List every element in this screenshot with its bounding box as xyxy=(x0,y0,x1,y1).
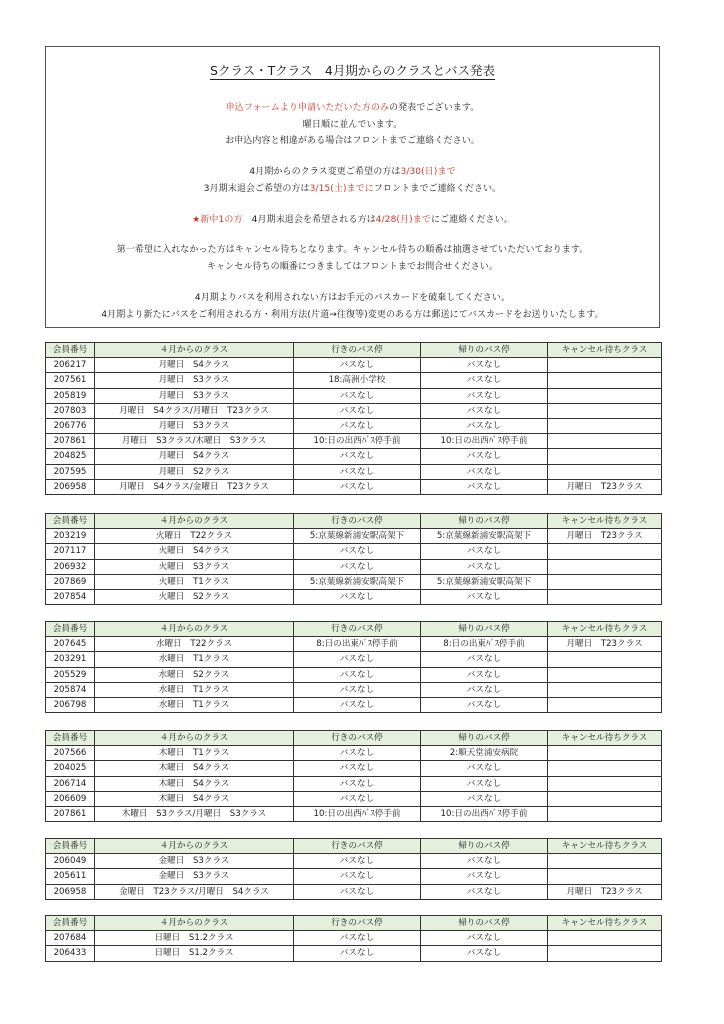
return-bus-stop-cell: バスなし xyxy=(421,931,548,946)
waitlist-class-header: キャンセル待ちクラス xyxy=(548,916,662,931)
return-bus-stop-cell: バスなし xyxy=(421,761,548,776)
member-number-cell: 205611 xyxy=(46,869,95,884)
member-number-cell: 204825 xyxy=(46,449,95,464)
table-row xyxy=(46,559,662,574)
return-bus-stop-cell: 2:順天堂浦安病院 xyxy=(421,746,548,761)
class-cell: 水曜日 T1クラス xyxy=(95,682,294,697)
outbound-bus-stop-cell: バスなし xyxy=(294,388,421,403)
return-bus-stop-cell: 5:京葉線新浦安駅高架下 xyxy=(421,529,548,544)
table-row xyxy=(46,403,662,418)
table-row xyxy=(46,682,662,697)
waitlist-class-cell: 月曜日 T23クラス xyxy=(548,884,662,899)
class-cell: 火曜日 S3クラス xyxy=(95,559,294,574)
class-cell: 月曜日 S3クラス xyxy=(95,388,294,403)
outbound-bus-stop-cell: 10:日の出西ﾊﾞｽ停手前 xyxy=(294,434,421,449)
waitlist-class-cell xyxy=(548,746,662,761)
return-bus-stop-cell: バスなし xyxy=(421,358,548,373)
member-number-cell: 206217 xyxy=(46,358,95,373)
class-cell: 月曜日 S3クラス xyxy=(95,373,294,388)
announcement-line xyxy=(46,307,659,320)
waitlist-class-cell xyxy=(548,434,662,449)
table-row xyxy=(46,931,662,946)
return-bus-stop-cell: バスなし xyxy=(421,884,548,899)
class-cell: 月曜日 S2クラス xyxy=(95,464,294,479)
table-row xyxy=(46,464,662,479)
waitlist-class-cell xyxy=(548,761,662,776)
class-cell: 月曜日 S4クラス/金曜日 T23クラス xyxy=(95,479,294,494)
outbound-bus-stop-cell: 18:高洲小学校 xyxy=(294,373,421,388)
notice-text: 曜日順に並んでいます。 xyxy=(302,120,403,130)
schedule-table xyxy=(45,915,662,962)
notice-text: お申込内容と相違がある場合はフロントまでご連絡ください。 xyxy=(225,136,480,146)
table-row xyxy=(46,358,662,373)
outbound-bus-stop-header: 行きのバス停 xyxy=(294,343,421,358)
return-bus-stop-cell: バスなし xyxy=(421,544,548,559)
return-bus-stop-cell: バスなし xyxy=(421,403,548,418)
notice-text: 3月期末退会ご希望の方は xyxy=(203,184,310,194)
outbound-bus-stop-cell: 5:京葉線新浦安駅高架下 xyxy=(294,529,421,544)
highlight-text: 3/30(日)まで xyxy=(400,167,456,177)
return-bus-stop-header: 帰りのバス停 xyxy=(421,343,548,358)
class-cell: 金曜日 S3クラス xyxy=(95,869,294,884)
outbound-bus-stop-cell: バスなし xyxy=(294,854,421,869)
page-title: Sクラス・Tクラス 4月期からのクラスとバス発表 xyxy=(210,63,495,78)
class-cell: 火曜日 S4クラス xyxy=(95,544,294,559)
class-cell: 水曜日 T22クラス xyxy=(95,637,294,652)
table-row xyxy=(46,806,662,821)
class-cell: 水曜日 T1クラス xyxy=(95,652,294,667)
table-row xyxy=(46,746,662,761)
table-row xyxy=(46,544,662,559)
schedule-table xyxy=(45,838,662,900)
member-number-cell: 203291 xyxy=(46,652,95,667)
class-cell: 水曜日 S2クラス xyxy=(95,667,294,682)
member-number-cell: 203219 xyxy=(46,529,95,544)
table-row xyxy=(46,449,662,464)
table-row xyxy=(46,388,662,403)
outbound-bus-stop-header: 行きのバス停 xyxy=(294,622,421,637)
return-bus-stop-cell: バスなし xyxy=(421,418,548,433)
table-row xyxy=(46,589,662,604)
class-cell: 月曜日 S4クラス xyxy=(95,449,294,464)
return-bus-stop-cell: バスなし xyxy=(421,667,548,682)
outbound-bus-stop-cell: バスなし xyxy=(294,746,421,761)
outbound-bus-stop-header: 行きのバス停 xyxy=(294,514,421,529)
outbound-bus-stop-cell: バスなし xyxy=(294,418,421,433)
member-number-cell: 206958 xyxy=(46,884,95,899)
outbound-bus-stop-cell: バスなし xyxy=(294,682,421,697)
outbound-bus-stop-cell: バスなし xyxy=(294,667,421,682)
waitlist-class-cell xyxy=(548,373,662,388)
member-number-cell: 207595 xyxy=(46,464,95,479)
waitlist-class-cell xyxy=(548,806,662,821)
class-cell: 日曜日 S1.2クラス xyxy=(95,931,294,946)
outbound-bus-stop-cell: バスなし xyxy=(294,931,421,946)
member-number-header: 会員番号 xyxy=(46,839,95,854)
notice-text: 4月期末退会を希望される方は xyxy=(242,215,376,225)
notice-text: 4月期よりバスを利用されない方はお手元のバスカードを破棄してください。 xyxy=(194,293,511,303)
waitlist-class-header: キャンセル待ちクラス xyxy=(548,343,662,358)
member-number-cell: 207117 xyxy=(46,544,95,559)
member-number-cell: 206776 xyxy=(46,418,95,433)
announcement-line xyxy=(46,100,659,113)
announcement-line xyxy=(46,242,659,255)
table-row xyxy=(46,434,662,449)
table-row xyxy=(46,574,662,589)
return-bus-stop-cell: バスなし xyxy=(421,479,548,494)
outbound-bus-stop-cell: バスなし xyxy=(294,946,421,961)
return-bus-stop-header: 帰りのバス停 xyxy=(421,731,548,746)
table-row xyxy=(46,667,662,682)
class-header: ４月からのクラス xyxy=(95,839,294,854)
announcement-line xyxy=(46,290,659,303)
notice-text: の発表でございます。 xyxy=(389,103,480,113)
return-bus-stop-header: 帰りのバス停 xyxy=(421,916,548,931)
return-bus-stop-cell: バスなし xyxy=(421,776,548,791)
member-number-header: 会員番号 xyxy=(46,514,95,529)
outbound-bus-stop-cell: 8:日の出東ﾊﾞｽ停手前 xyxy=(294,637,421,652)
class-cell: 木曜日 S4クラス xyxy=(95,791,294,806)
outbound-bus-stop-cell: バスなし xyxy=(294,776,421,791)
class-header: ４月からのクラス xyxy=(95,343,294,358)
member-number-header: 会員番号 xyxy=(46,622,95,637)
return-bus-stop-cell: バスなし xyxy=(421,946,548,961)
table-row xyxy=(46,946,662,961)
waitlist-class-header: キャンセル待ちクラス xyxy=(548,839,662,854)
table-row xyxy=(46,418,662,433)
outbound-bus-stop-cell: バスなし xyxy=(294,403,421,418)
table-row xyxy=(46,761,662,776)
return-bus-stop-cell: 10:日の出西ﾊﾞｽ停手前 xyxy=(421,434,548,449)
class-cell: 木曜日 S4クラス xyxy=(95,761,294,776)
member-number-cell: 205819 xyxy=(46,388,95,403)
member-number-header: 会員番号 xyxy=(46,343,95,358)
class-cell: 木曜日 S3クラス/月曜日 S3クラス xyxy=(95,806,294,821)
outbound-bus-stop-cell: バスなし xyxy=(294,761,421,776)
member-number-cell: 206609 xyxy=(46,791,95,806)
member-number-cell: 207645 xyxy=(46,637,95,652)
return-bus-stop-cell: バスなし xyxy=(421,373,548,388)
waitlist-class-cell xyxy=(548,358,662,373)
class-cell: 火曜日 T1クラス xyxy=(95,574,294,589)
member-number-cell: 207854 xyxy=(46,589,95,604)
notice-text: フロントまでご連絡ください。 xyxy=(373,184,502,194)
schedule-table xyxy=(45,621,662,713)
outbound-bus-stop-cell: バスなし xyxy=(294,652,421,667)
member-number-cell: 207869 xyxy=(46,574,95,589)
member-number-cell: 204025 xyxy=(46,761,95,776)
member-number-cell: 207561 xyxy=(46,373,95,388)
announcement-line xyxy=(46,259,659,272)
table-header-row xyxy=(46,622,662,637)
class-header: ４月からのクラス xyxy=(95,731,294,746)
table-row xyxy=(46,637,662,652)
member-number-cell: 206958 xyxy=(46,479,95,494)
return-bus-stop-cell: バスなし xyxy=(421,388,548,403)
outbound-bus-stop-header: 行きのバス停 xyxy=(294,731,421,746)
waitlist-class-cell xyxy=(548,574,662,589)
waitlist-class-header: キャンセル待ちクラス xyxy=(548,622,662,637)
table-row xyxy=(46,854,662,869)
member-number-cell: 206798 xyxy=(46,697,95,712)
return-bus-stop-cell: 8:日の出東ﾊﾞｽ停手前 xyxy=(421,637,548,652)
member-number-header: 会員番号 xyxy=(46,916,95,931)
return-bus-stop-cell: バスなし xyxy=(421,559,548,574)
outbound-bus-stop-cell: 10:日の出西ﾊﾞｽ停手前 xyxy=(294,806,421,821)
return-bus-stop-cell: バスなし xyxy=(421,682,548,697)
waitlist-class-cell xyxy=(548,791,662,806)
announcement-line xyxy=(46,181,659,194)
return-bus-stop-cell: バスなし xyxy=(421,854,548,869)
class-cell: 月曜日 S4クラス/月曜日 T23クラス xyxy=(95,403,294,418)
return-bus-stop-cell: バスなし xyxy=(421,464,548,479)
outbound-bus-stop-cell: バスなし xyxy=(294,544,421,559)
class-cell: 金曜日 S3クラス xyxy=(95,854,294,869)
highlight-text: ★新中1の方 xyxy=(192,215,243,225)
notice-text: キャンセル待ちの順番につきましてはフロントまでお問合せください。 xyxy=(206,262,499,272)
announcement-line xyxy=(46,117,659,130)
schedule-table xyxy=(45,342,662,495)
waitlist-class-header: キャンセル待ちクラス xyxy=(548,514,662,529)
table-row xyxy=(46,697,662,712)
waitlist-class-cell xyxy=(548,776,662,791)
member-number-cell: 207684 xyxy=(46,931,95,946)
member-number-cell: 205874 xyxy=(46,682,95,697)
table-row xyxy=(46,529,662,544)
class-cell: 木曜日 T1クラス xyxy=(95,746,294,761)
outbound-bus-stop-cell: バスなし xyxy=(294,589,421,604)
class-header: ４月からのクラス xyxy=(95,622,294,637)
notice-text: 第一希望に入れなかった方はキャンセル待ちとなります。キャンセル待ちの順番は抽選させていただいております。 xyxy=(116,245,589,255)
table-header-row xyxy=(46,839,662,854)
waitlist-class-cell xyxy=(548,449,662,464)
outbound-bus-stop-cell: バスなし xyxy=(294,791,421,806)
return-bus-stop-cell: バスなし xyxy=(421,791,548,806)
highlight-text: 申込フォームより申請いただいた方のみ xyxy=(225,103,390,113)
member-number-cell: 207861 xyxy=(46,434,95,449)
member-number-cell: 207861 xyxy=(46,806,95,821)
highlight-text: 4/28(月)まで xyxy=(375,215,431,225)
waitlist-class-cell xyxy=(548,589,662,604)
member-number-cell: 207803 xyxy=(46,403,95,418)
waitlist-class-cell: 月曜日 T23クラス xyxy=(548,529,662,544)
return-bus-stop-header: 帰りのバス停 xyxy=(421,622,548,637)
class-header: ４月からのクラス xyxy=(95,916,294,931)
waitlist-class-cell xyxy=(548,388,662,403)
member-number-cell: 206932 xyxy=(46,559,95,574)
outbound-bus-stop-cell: バスなし xyxy=(294,358,421,373)
member-number-cell: 206714 xyxy=(46,776,95,791)
table-header-row xyxy=(46,731,662,746)
waitlist-class-cell xyxy=(548,667,662,682)
return-bus-stop-cell: バスなし xyxy=(421,697,548,712)
class-cell: 火曜日 T22クラス xyxy=(95,529,294,544)
class-cell: 月曜日 S3クラス/木曜日 S3クラス xyxy=(95,434,294,449)
class-cell: 木曜日 S4クラス xyxy=(95,776,294,791)
return-bus-stop-cell: 10:日の出西ﾊﾞｽ停手前 xyxy=(421,806,548,821)
return-bus-stop-header: 帰りのバス停 xyxy=(421,839,548,854)
waitlist-class-cell xyxy=(548,931,662,946)
outbound-bus-stop-cell: バスなし xyxy=(294,559,421,574)
waitlist-class-cell xyxy=(548,403,662,418)
table-row xyxy=(46,791,662,806)
table-row xyxy=(46,479,662,494)
announcement-line xyxy=(46,133,659,146)
class-cell: 日曜日 S1.2クラス xyxy=(95,946,294,961)
waitlist-class-cell xyxy=(548,854,662,869)
table-header-row xyxy=(46,514,662,529)
member-number-cell: 207566 xyxy=(46,746,95,761)
waitlist-class-cell xyxy=(548,652,662,667)
outbound-bus-stop-cell: バスなし xyxy=(294,869,421,884)
schedule-table xyxy=(45,513,662,605)
waitlist-class-cell xyxy=(548,946,662,961)
outbound-bus-stop-cell: バスなし xyxy=(294,697,421,712)
outbound-bus-stop-cell: バスなし xyxy=(294,479,421,494)
notice-text: 4月期からのクラス変更ご希望の方は xyxy=(249,167,401,177)
table-row xyxy=(46,776,662,791)
notice-text: 4月期より新たにバスをご利用される方・利用方法(片道→往復等)変更のある方は郵送にてバスカードをお送りいたします。 xyxy=(101,310,604,320)
table-header-row xyxy=(46,916,662,931)
waitlist-class-cell xyxy=(548,464,662,479)
member-number-header: 会員番号 xyxy=(46,731,95,746)
return-bus-stop-header: 帰りのバス停 xyxy=(421,514,548,529)
waitlist-class-cell: 月曜日 T23クラス xyxy=(548,637,662,652)
waitlist-class-cell xyxy=(548,682,662,697)
outbound-bus-stop-cell: 5:京葉線新浦安駅高架下 xyxy=(294,574,421,589)
class-cell: 火曜日 S2クラス xyxy=(95,589,294,604)
highlight-text: 3/15(土)までに xyxy=(309,184,374,194)
return-bus-stop-cell: バスなし xyxy=(421,449,548,464)
announcement-line xyxy=(46,164,659,177)
member-number-cell: 206433 xyxy=(46,946,95,961)
outbound-bus-stop-cell: バスなし xyxy=(294,884,421,899)
outbound-bus-stop-header: 行きのバス停 xyxy=(294,916,421,931)
waitlist-class-header: キャンセル待ちクラス xyxy=(548,731,662,746)
outbound-bus-stop-cell: バスなし xyxy=(294,464,421,479)
return-bus-stop-cell: バスなし xyxy=(421,652,548,667)
outbound-bus-stop-cell: バスなし xyxy=(294,449,421,464)
waitlist-class-cell xyxy=(548,418,662,433)
waitlist-class-cell xyxy=(548,544,662,559)
waitlist-class-cell xyxy=(548,559,662,574)
notice-text: にご連絡ください。 xyxy=(430,215,513,225)
waitlist-class-cell xyxy=(548,869,662,884)
announcement-line xyxy=(46,212,659,225)
table-row xyxy=(46,373,662,388)
class-cell: 水曜日 T1クラス xyxy=(95,697,294,712)
table-row xyxy=(46,869,662,884)
schedule-table xyxy=(45,730,662,822)
waitlist-class-cell xyxy=(548,697,662,712)
member-number-cell: 205529 xyxy=(46,667,95,682)
member-number-cell: 206049 xyxy=(46,854,95,869)
class-cell: 金曜日 T23クラス/月曜日 S4クラス xyxy=(95,884,294,899)
return-bus-stop-cell: バスなし xyxy=(421,869,548,884)
outbound-bus-stop-header: 行きのバス停 xyxy=(294,839,421,854)
class-header: ４月からのクラス xyxy=(95,514,294,529)
waitlist-class-cell: 月曜日 T23クラス xyxy=(548,479,662,494)
table-row xyxy=(46,652,662,667)
return-bus-stop-cell: 5:京葉線新浦安駅高架下 xyxy=(421,574,548,589)
class-cell: 月曜日 S4クラス xyxy=(95,358,294,373)
class-cell: 月曜日 S3クラス xyxy=(95,418,294,433)
table-row xyxy=(46,884,662,899)
table-header-row xyxy=(46,343,662,358)
announcement-box xyxy=(45,46,660,328)
return-bus-stop-cell: バスなし xyxy=(421,589,548,604)
